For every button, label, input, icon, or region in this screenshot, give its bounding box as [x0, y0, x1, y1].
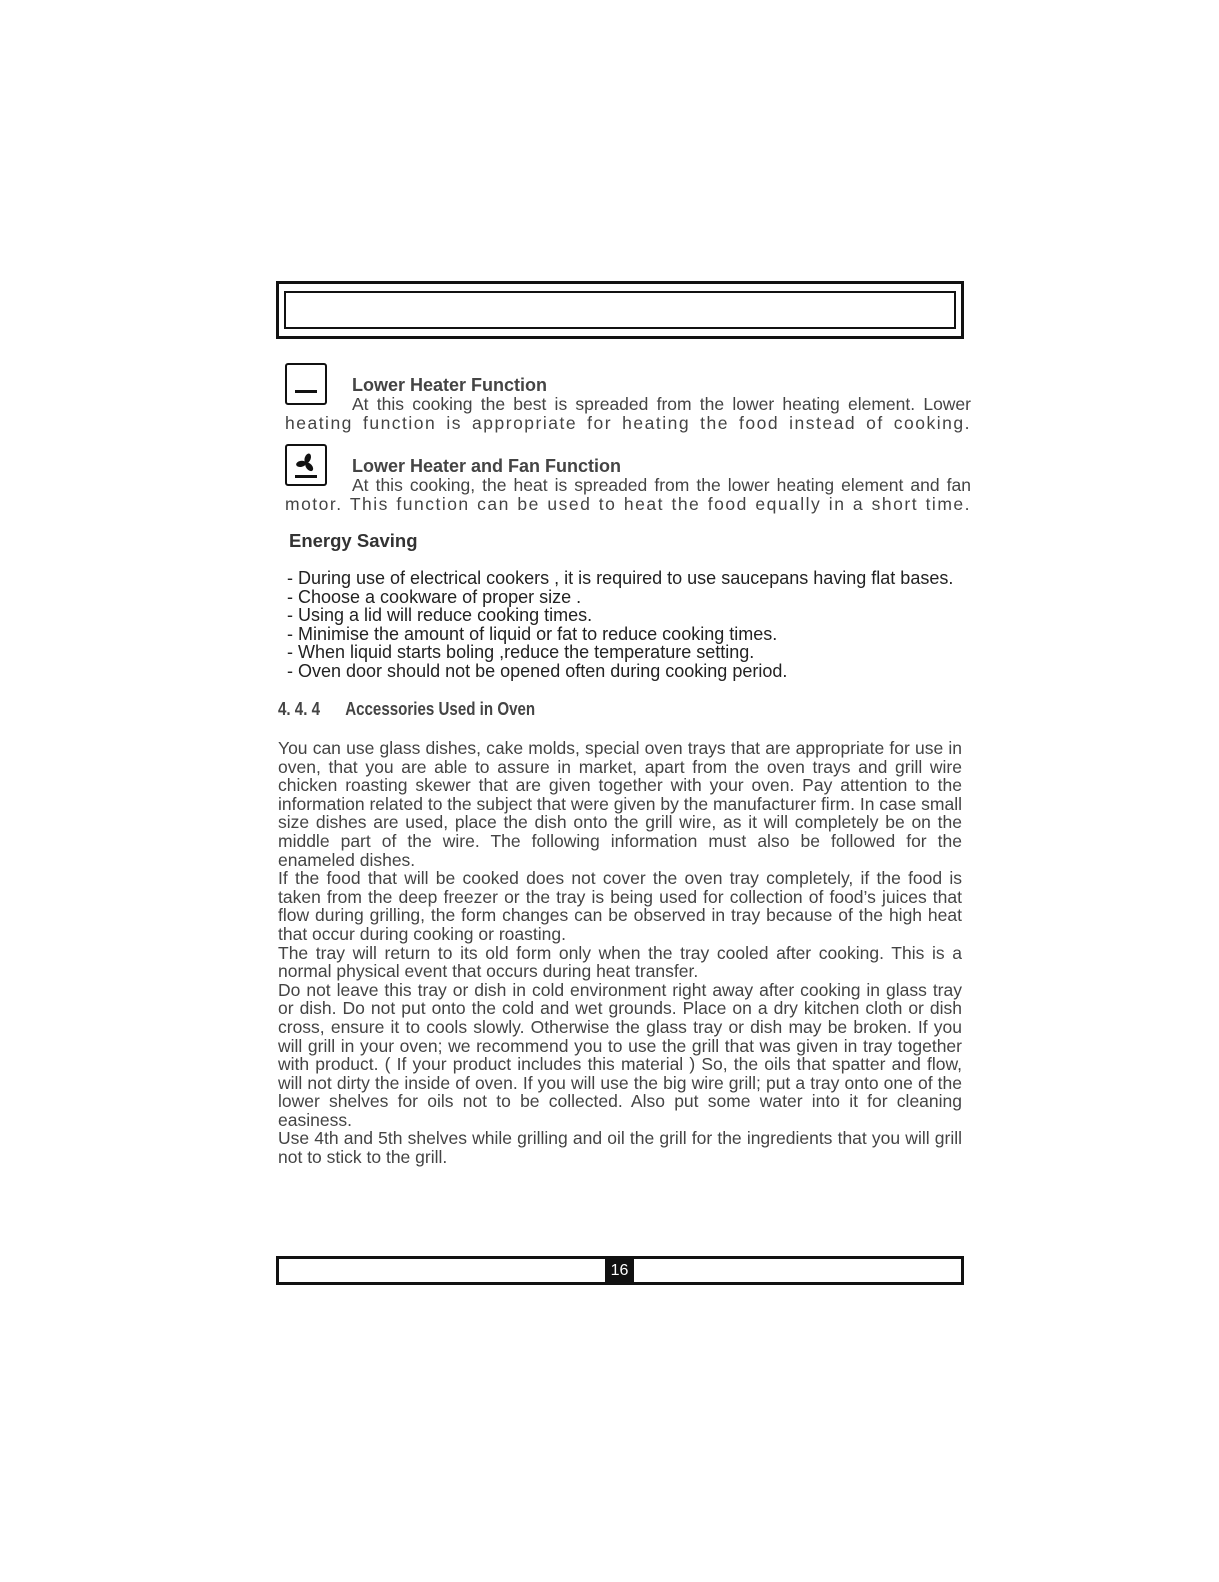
section-title: Accessories Used in Oven — [345, 699, 536, 719]
lower-heater-icon — [285, 363, 327, 405]
section-number: 4. 4. 4 — [278, 699, 321, 719]
list-item: - When liquid starts boling ,reduce the temperature setting. — [287, 642, 755, 662]
energy-saving-list — [287, 569, 953, 680]
paragraph: If the food that will be cooked does not cover the oven tray completely, if the food is taken from the deep freezer or the tray is being used for collection of food’s juices that flow during grilling, the form changes can be observed in tray because of the high heat that occur during cooking or roasting. — [278, 868, 962, 944]
paragraph: Use 4th and 5th shelves while grilling and oil the grill for the ingredients that you will grill not to stick to the grill. — [278, 1128, 962, 1168]
list-item: - Using a lid will reduce cooking times. — [287, 605, 593, 625]
lower-heater-fan-icon — [285, 444, 327, 486]
list-item: - During use of electrical cookers , it is required to use saucepans having flat bases. — [287, 568, 954, 588]
function-title: Lower Heater and Fan Function — [352, 456, 622, 476]
page-number: 16 — [605, 1256, 634, 1285]
paragraph: Do not leave this tray or dish in cold environment right away after cooking in glass tray or dish. Do not put onto the cold and wet grounds. Place on a dry kitchen cloth or dish cross, ensure it to cools slowly. Otherwise the glass tray or dish may be broken. If you will grill in your oven; we recommend you to use the grill that was given in tray together with product. ( If your product includes this material ) So, the oils that spatter and flow, will not dirty the inside of oven. If you will use the big wire grill; put a tray onto one of the lower shelves for oils not to be collected. Also put some water into it for cleaning easiness. — [278, 979, 962, 1130]
lower-heater-function — [285, 363, 971, 433]
function-description-line: At this cooking, the heat is spreaded from the lower heating element and fan — [352, 475, 971, 495]
list-item: - Minimise the amount of liquid or fat to reduce cooking times. — [287, 623, 778, 644]
header-frame — [276, 281, 964, 339]
function-description-line: heating function is appropriate for heating the food instead of cooking. — [285, 413, 971, 433]
paragraph: The tray will return to its old form only when the tray cooled after cooking. This is a normal physical event that occurs during heat transfer. — [278, 942, 962, 982]
list-item: - Choose a cookware of proper size . — [287, 586, 582, 607]
section-heading — [278, 699, 535, 720]
list-item: - Oven door should not be opened often during cooking period. — [287, 660, 788, 681]
section-body — [278, 739, 962, 1167]
energy-saving-heading: Energy Saving — [289, 530, 418, 551]
paragraph: You can use glass dishes, cake molds, special oven trays that are appropriate for use in oven, that you are able to assure in market, apart from the oven trays and grill wire chicken roasting skewer that are given together with your oven. Pay attention to the information related to the subject that were given by the manufacturer firm. In case small size dishes are used, place the dish onto the grill wire, as it will completely be on the middle part of the wire. The following information must also be followed for the enameled dishes. — [278, 738, 962, 870]
function-title: Lower Heater Function — [352, 375, 548, 395]
header-inner-frame — [284, 291, 956, 329]
function-description-line: motor. This function can be used to heat the food equally in a short time. — [285, 494, 971, 514]
function-description-line: At this cooking the best is spreaded from the lower heating element. Lower — [352, 394, 971, 414]
lower-heater-fan-function — [285, 444, 971, 514]
